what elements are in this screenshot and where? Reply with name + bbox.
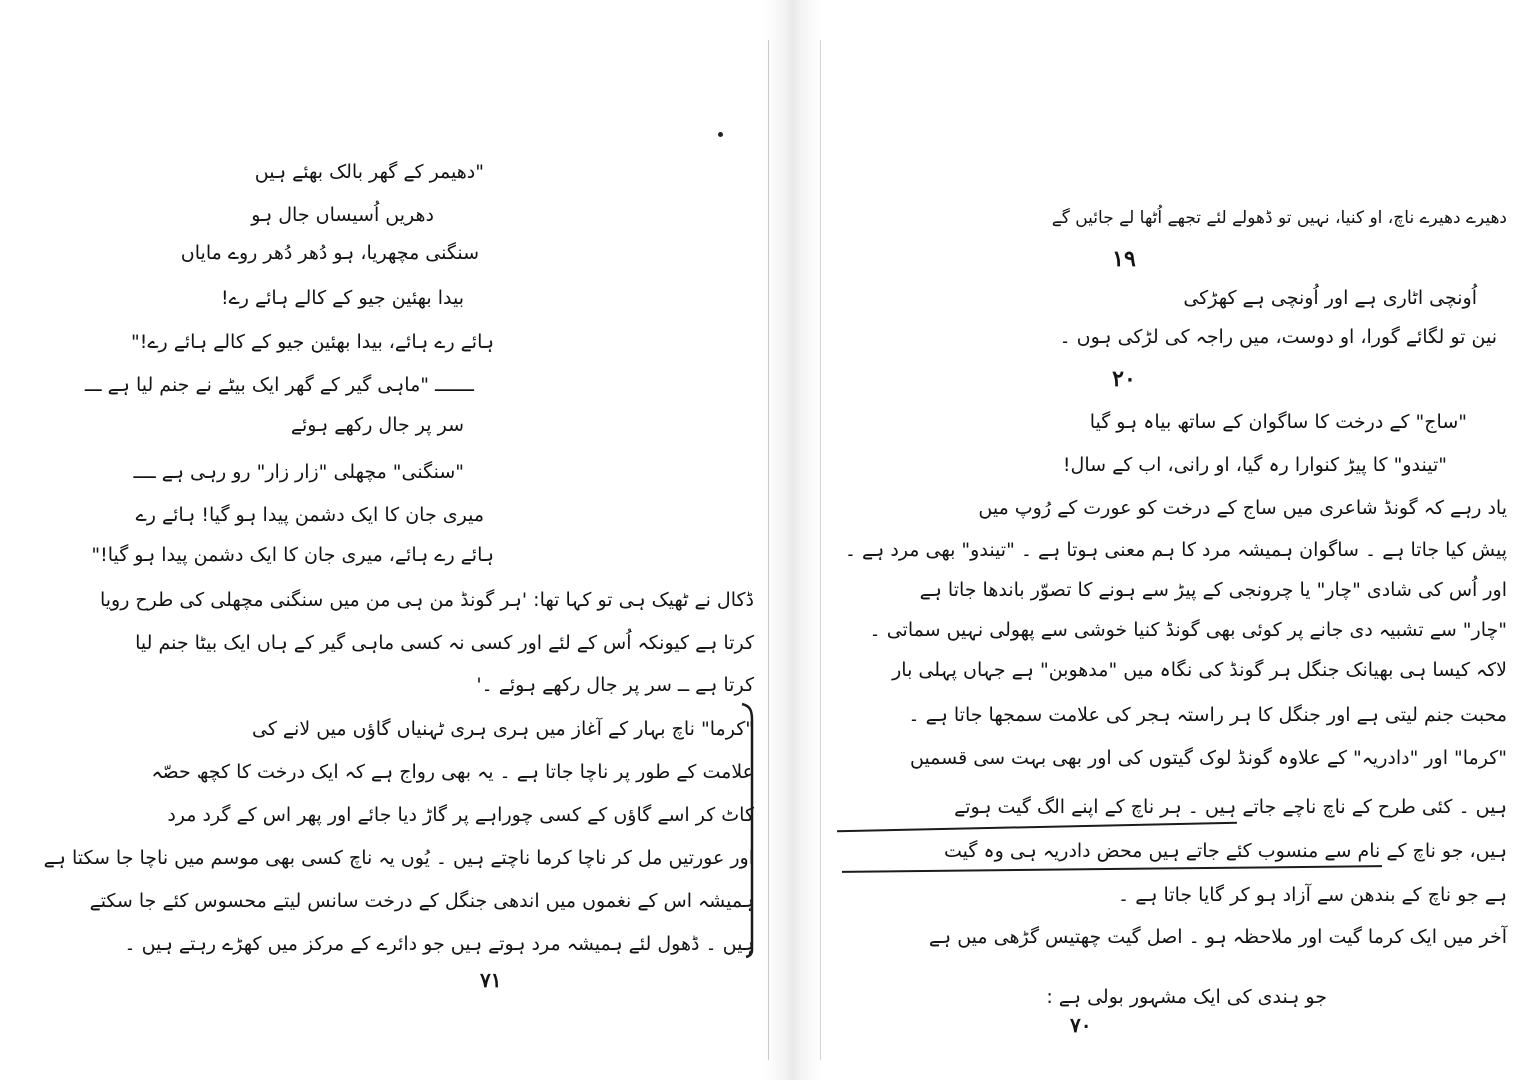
- left-line-5: ہائے رے ہائے، بیدا بھئین جیو کے کالے ہائے رے!": [131, 331, 494, 353]
- paragraph-line-5: لاکہ کیسا ہی بھیانک جنگل ہر گونڈ کی نگاہ میں "مدھوبن" ہے جہاں پہلی بار: [892, 659, 1507, 681]
- paragraph-line-2: پیش کیا جاتا ہے ۔ ساگوان ہمیشہ مرد کا ہم معنی ہوتا ہے ۔ "تیندو" بھی مرد ہے ۔: [844, 539, 1507, 561]
- caption-line: دھیرے دھیرے ناچ، او کنیا، نہیں تو ڈھولے لئے تجھے اُٹھا لے جائیں گے: [1051, 208, 1507, 228]
- left-line-19: ہیں ۔ ڈھول لئے ہمیشہ مرد ہوتے ہیں جو دائرے کے مرکز میں کھڑے رہتے ہیں ۔: [124, 933, 754, 955]
- left-line-17: اور عورتیں مل کر ناچا کرما ناچتے ہیں ۔ یُوں یہ ناچ کسی بھی موسم میں ناچا جا سکتا ہے: [43, 847, 754, 869]
- page-edge: [768, 40, 769, 1060]
- left-line-14: "کرما" ناچ بہار کے آغاز میں ہری ہری ٹہنیاں گاؤں میں لانے کی: [252, 718, 754, 740]
- poem-19-line-2: نین تو لگائے گورا، او دوست، میں راجہ کی لڑکی ہوں ۔: [1059, 326, 1497, 348]
- right-page: [822, 0, 1527, 1080]
- left-line-3: سنگنی مچھریا، ہو دُھر دُھر روے مایاں: [180, 242, 479, 264]
- left-line-16: کاٹ کر اسے گاؤں کے کسی چوراہے پر گاڑ دیا جائے اور پھر اس کے گرد مرد: [167, 804, 754, 826]
- paragraph-line-8: ہیں ۔ کئی طرح کے ناچ ناچے جاتے ہیں ۔ ہر ناچ کے اپنے الگ گیت ہوتے: [954, 796, 1507, 818]
- poem-20-line-1: "ساج" کے درخت کا ساگوان کے ساتھ بیاہ ہو گیا: [1089, 411, 1467, 433]
- left-line-2: دھریں اُسیساں جال ہو: [251, 204, 434, 226]
- paragraph-line-12: جو ہندی کی ایک مشہور بولی ہے :: [1046, 986, 1327, 1008]
- left-line-10: ہائے رے ہائے، میری جان کا ایک دشمن پیدا ہو گیا!": [91, 544, 494, 566]
- left-line-11: ڈکال نے ٹھیک ہی تو کہا تھا: 'ہر گونڈ من ہی من میں سنگنی مچھلی کی طرح رویا: [99, 589, 754, 611]
- paragraph-line-9: ہیں، جو ناچ کے نام سے منسوب کئے جاتے ہیں محض دادریہ ہی وہ گیت: [944, 840, 1507, 862]
- poem-19-line-1: اُونچی اٹاری ہے اور اُونچی ہے کھڑکی: [1183, 287, 1477, 309]
- ink-speck: [718, 132, 723, 137]
- paragraph-line-11: آخر میں ایک کرما گیت اور ملاحظہ ہو ۔ اصل گیت چھتیس گڑھی میں ہے: [928, 926, 1507, 948]
- underline: [842, 865, 1382, 873]
- left-line-8: "سنگنی" مچھلی "زار زار" رو رہی ہے ــــ: [133, 461, 464, 483]
- left-line-15: علامت کے طور پر ناچا جاتا ہے ۔ یہ بھی رواج ہے کہ ایک درخت کا کچھ حصّہ: [151, 761, 754, 783]
- left-line-13: کرتا ہے ــ سر پر جال رکھے ہوئے ۔': [476, 674, 754, 696]
- left-line-7: سر پر جال رکھے ہوئے: [290, 414, 464, 436]
- left-line-9: میری جان کا ایک دشمن پیدا ہو گیا! ہائے رے: [135, 504, 484, 526]
- right-page-number: ۷۰: [1070, 1013, 1092, 1037]
- paragraph-line-3: اور اُس کی شادی "چار" یا چرونجی کے پیڑ سے ہونے کا تصوّر باندھا جاتا ہے: [919, 579, 1507, 601]
- paragraph-line-6: محبت جنم لیتی ہے اور جنگل کا ہر راستہ ہجر کی علامت سمجھا جاتا ہے ۔: [908, 704, 1507, 726]
- left-line-1: "دھیمر کے گھر بالک بھئے ہیں: [254, 161, 484, 183]
- left-line-6: ـــــــ "ماہی گیر کے گھر ایک بیٹے نے جنم لیا ہے ـــ: [84, 374, 474, 396]
- paragraph-line-1: یاد رہے کہ گونڈ شاعری میں ساج کے درخت کو عورت کے رُوپ میں: [978, 497, 1507, 519]
- left-page-number: ۷۱: [480, 968, 502, 992]
- paragraph-line-4: "چار" سے تشبیہ دی جانے پر کوئی بھی گونڈ کنیا خوشی سے پھولی نہیں سماتی ۔: [869, 619, 1507, 641]
- paragraph-line-7: "کرما" اور "دادریہ" کے علاوہ گونڈ لوک گیتوں کی اور بھی بہت سی قسمیں: [909, 747, 1507, 769]
- section-number-20: ۲۰: [1112, 366, 1136, 392]
- page-edge: [820, 40, 821, 1060]
- underline: [837, 822, 1237, 832]
- left-line-18: ہمیشہ اس کے نغموں میں اندھی جنگل کے درخت سانس لیتے محسوس کئے جا سکتے: [89, 890, 754, 912]
- left-line-4: بیدا بھئین جیو کے کالے ہائے رے!: [221, 287, 464, 309]
- poem-20-line-2: "تیندو" کا پیڑ کنوارا رہ گیا، او رانی، اب کے سال!: [1062, 454, 1447, 476]
- section-number-19: ۱۹: [1112, 246, 1136, 272]
- paragraph-line-10: ہے جو ناچ کے بندھن سے آزاد ہو کر گایا جاتا ہے ۔: [1118, 884, 1507, 906]
- book-gutter: [764, 0, 822, 1080]
- margin-bracket: [736, 700, 760, 960]
- left-line-12: کرتا ہے کیونکہ اُس کے لئے اور کسی نہ کسی ماہی گیر کے ہاں ایک بیٹا جنم لیا: [135, 632, 754, 654]
